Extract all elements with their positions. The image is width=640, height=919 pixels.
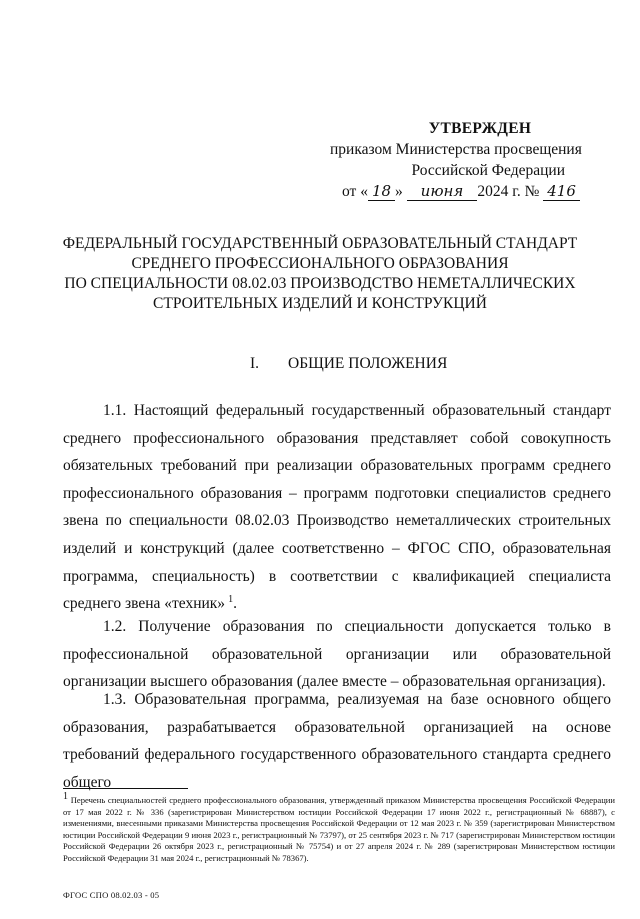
document-title — [30, 234, 610, 314]
date-mid: » — [395, 183, 403, 200]
title-line-2: СРЕДНЕГО ПРОФЕССИОНАЛЬНОГО ОБРАЗОВАНИЯ — [131, 255, 509, 272]
approval-order-line: приказом Министерства просвещения — [330, 141, 582, 158]
page-footer: ФГОС СПО 08.02.03 - 05 — [63, 890, 160, 900]
approval-date-line — [330, 181, 620, 202]
section-title: ОБЩИЕ ПОЛОЖЕНИЯ — [288, 355, 448, 372]
paragraph-1-3: 1.3. Образовательная программа, реализуемая на базе основного общего образования, разрабатывается образовательной организацией на основе требований федерального государственного образовательного стандарта среднего общего — [63, 691, 611, 791]
approval-country-line: Российской Федерации — [411, 162, 565, 179]
title-line-1: ФЕДЕРАЛЬНЫЙ ГОСУДАРСТВЕННЫЙ ОБРАЗОВАТЕЛЬНЫЙ СТАНДАРТ — [62, 235, 578, 252]
section-number: I. — [250, 355, 260, 372]
title-line-4: СТРОИТЕЛЬНЫХ ИЗДЕЛИЙ И КОНСТРУКЦИЙ — [153, 295, 487, 312]
handwritten-month: июня — [407, 182, 478, 201]
handwritten-day: 18 — [368, 182, 395, 201]
footnote — [63, 791, 615, 865]
paragraph-1-1-end: . — [233, 595, 238, 613]
approval-block — [330, 118, 620, 202]
paragraph-1-1-text: 1.1. Настоящий федеральный государственный образовательный стандарт среднего профессионального образования представляет собой совокупность обязательных требований при реализации образовательных программ среднего профессионального образования – программ подготовки специалистов среднего звена по специальности 08.02.03 Производство неметаллических строительных изделий и конструкций (далее соответственно – ФГОС СПО, образовательная программа, специальность) в соответствии с квалификацией специалиста среднего звена «техник» — [63, 402, 611, 613]
date-year: 2024 г. № — [477, 183, 540, 200]
approval-title: УТВЕРЖДЕН — [428, 120, 532, 137]
date-prefix: от « — [342, 183, 368, 200]
paragraph-1-2: 1.2. Получение образования по специальности допускается только в профессиональной образовательной организации или образовательной организации высшего образования (далее вместе – образовательная организация). — [63, 618, 611, 691]
paragraph-1-1 — [63, 397, 611, 618]
footnote-text: Перечень специальностей среднего профессионального образования, утвержденный приказом Министерства просвещения Российской Федерации от 17 мая 2022 г. № 336 (зарегистрирован Министерством юстиции Российской Федерации 17 июня 2022 г., регистрационный № 68887), с изменениями, внесенными приказами Министерства просвещения Российской Федерации от 12 мая 2023 г. № 359 (зарегистрирован Министерством юстиции Российской Федерации 9 июня 2023 г., регистрационный № 73797), от 25 сентября 2023 г. № 717 (зарегистрирован Министерством юстиции Российской Федерации 26 октября 2023 г., регистрационный № 75754) и от 27 апреля 2024 г. № 289 (зарегистрирован Министерством юстиции Российской Федерации 31 мая 2024 г., регистрационный № 78367). — [63, 795, 615, 863]
title-line-3: ПО СПЕЦИАЛЬНОСТИ 08.02.03 ПРОИЗВОДСТВО НЕМЕТАЛЛИЧЕСКИХ — [64, 275, 576, 292]
footnote-reference: 1 — [228, 594, 234, 605]
footnote-separator — [63, 788, 188, 789]
handwritten-number: 416 — [543, 182, 580, 201]
footnote-mark: 1 — [63, 791, 68, 803]
